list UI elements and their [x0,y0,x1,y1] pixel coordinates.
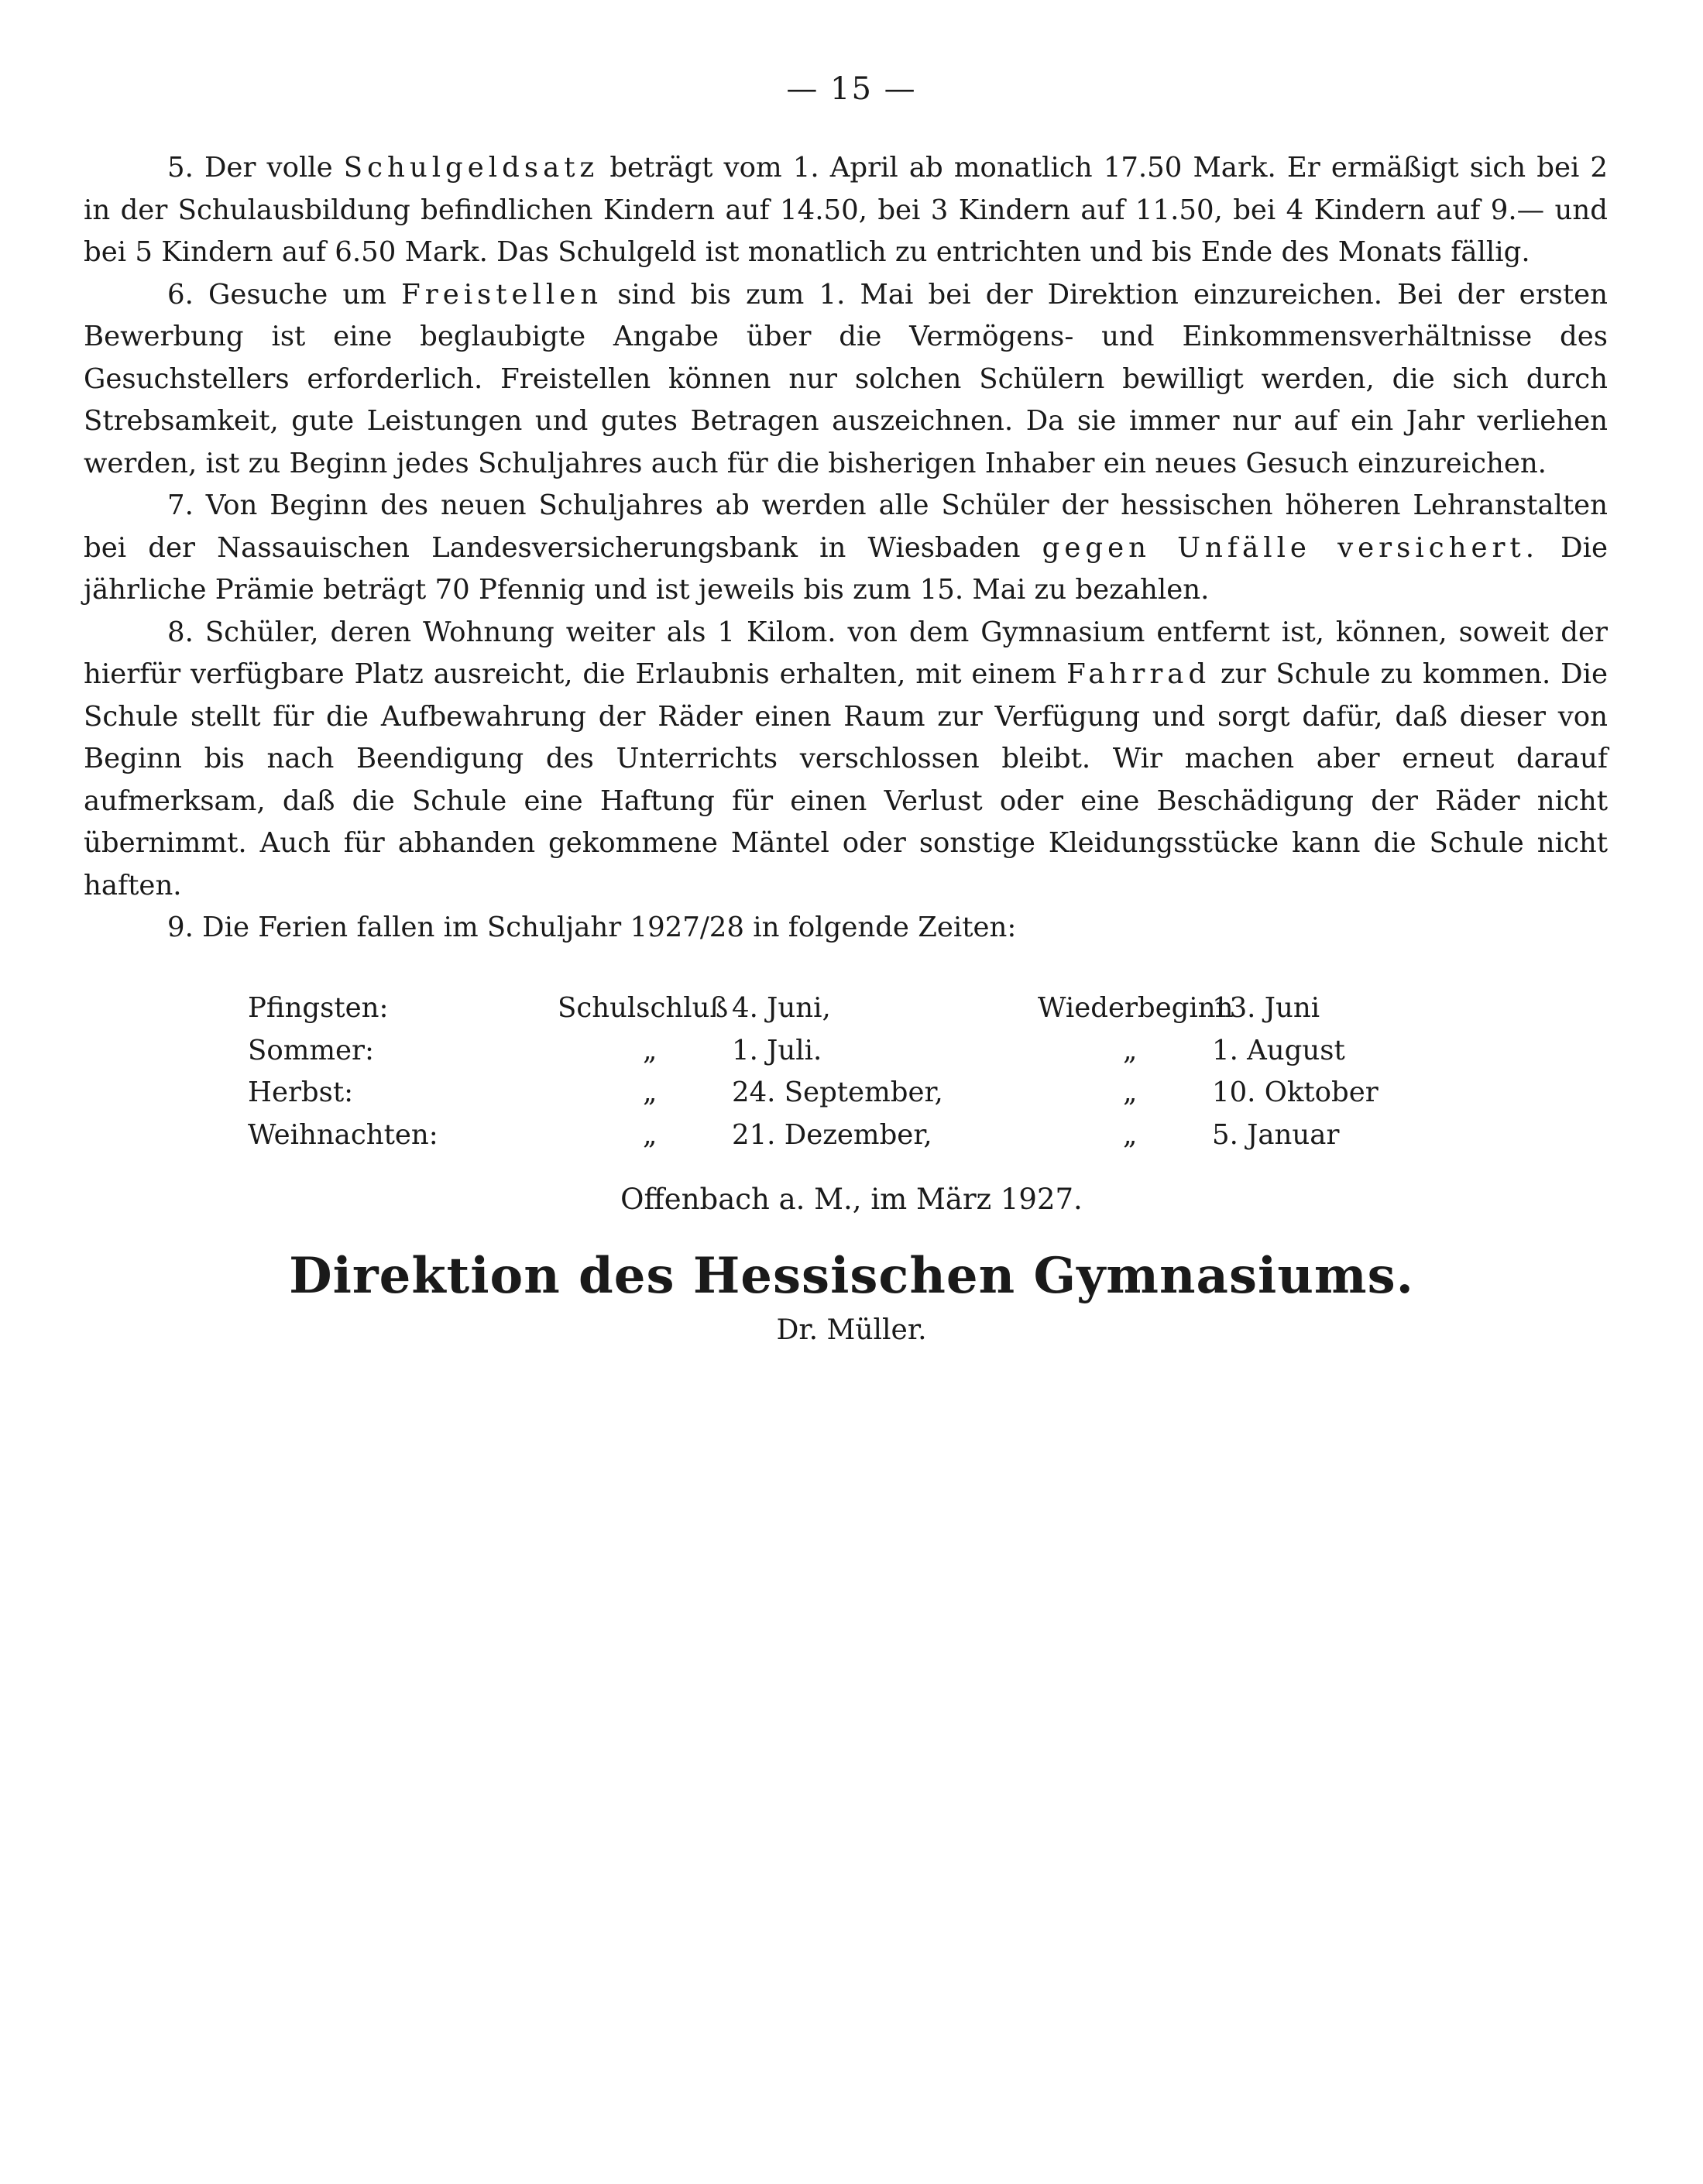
paragraph-7-insurance [84,485,1608,612]
holiday-start-label: „ [1123,1034,1138,1066]
paragraph-5-text-1: 5. Der volle [167,152,344,184]
paragraph-8-emphasis: Fahrrad [1066,658,1211,690]
paragraph-9-text: 9. Die Ferien fallen im Schuljahr 1927/28 in folgende Zeiten: [167,912,1017,943]
holiday-end-label: „ [643,1118,658,1151]
holiday-end-date: 4. Juni, [732,992,831,1024]
holiday-table [248,987,1456,1156]
holiday-name: Sommer: [248,1034,374,1066]
paragraph-9-holidays [84,907,1608,949]
paragraph-6-emphasis: Freistellen [401,278,603,311]
holiday-name: Pfingsten: [248,992,389,1024]
holiday-start-date: 13. Juni [1212,992,1320,1024]
paragraph-7-text-1: 7. Von Beginn des neuen Schuljahres ab werden alle Schüler der hessischen höheren Lehranstalten bei der Nassauischen Landesversicherungsbank in Wiesbaden [84,489,1608,564]
holiday-end-label: „ [643,1034,658,1066]
issuing-authority: Direktion des Hessischen Gymnasiums. [289,1247,1414,1305]
holiday-start-date: 10. Oktober [1212,1077,1379,1108]
holiday-row-sommer [248,1030,1456,1073]
holiday-end-label: „ [643,1077,658,1108]
holiday-row-pfingsten [248,987,1456,1030]
holiday-name: Herbst: [248,1077,354,1108]
paragraph-5-text-2: beträgt vom 1. April ab monatlich 17.50 Mark. Er ermäßigt sich bei 2 in der Schulausbildung befindlichen Kindern auf 14.50, bei 3 Kindern auf 11.50, bei 4 Kindern auf 9.— und bei 5 Kindern auf 6.50 Mark. Das Schulgeld ist monatlich zu entrichten und bis Ende des Monats fällig. [84,152,1608,268]
holiday-start-date: 5. Januar [1212,1118,1340,1151]
holiday-end-date: 24. September, [732,1077,943,1108]
paragraph-6-free-places [84,274,1608,486]
holiday-name: Weihnachten: [248,1118,438,1151]
paragraph-5-emphasis: Schulgeldsatz [343,152,599,184]
paragraph-7-emphasis: gegen Unfälle versichert. [1042,531,1539,564]
paragraph-8-bicycles [84,612,1608,908]
holiday-start-label: „ [1123,1077,1138,1108]
signatory: Dr. Müller. [776,1314,927,1346]
holiday-row-herbst [248,1072,1456,1114]
holiday-row-weihnachten [248,1114,1456,1157]
paragraph-5-tuition [84,147,1608,274]
paragraph-8-text-1: 8. Schüler, deren Wohnung weiter als 1 Kilom. von dem Gymnasium entfernt ist, können, soweit der hierfür verfügbare Platz ausreicht, die Erlaubnis erhalten, mit einem [84,616,1608,690]
paragraph-7-text-2: Die jährliche Prämie beträgt 70 Pfennig und ist jeweils bis zum 15. Mai zu bezahlen. [84,531,1608,606]
paragraph-6-text-2: sind bis zum 1. Mai bei der Direktion einzureichen. Bei der ersten Bewerbung ist eine beglaubigte Angabe über die Vermögens- und Einkommensverhältnisse des Gesuchstellers erforderlich. Freistellen können nur solchen Schülern bewilligt werden, die sich durch Strebsamkeit, gute Leistungen und gutes Betragen auszeichnen. Da sie immer nur auf ein Jahr verliehen werden, ist zu Beginn jedes Schuljahres auch für die bisherigen Inhaber ein neues Gesuch einzureichen. [84,278,1608,479]
holiday-end-label: Schulschluß [558,992,729,1024]
page-number: — 15 — [786,71,917,107]
holiday-end-date: 1. Juli. [732,1034,822,1066]
holiday-start-label: Wiederbeginn [1038,992,1234,1024]
holiday-start-label: „ [1123,1118,1138,1151]
body-text [84,147,1608,949]
holiday-end-date: 21. Dezember, [732,1118,932,1151]
paragraph-8-text-2: zur Schule zu kommen. Die Schule stellt für die Aufbewahrung der Räder einen Raum zur Verfügung und sorgt dafür, daß dieser von Beginn bis nach Beendigung des Unterrichts verschlossen bleibt. Wir machen aber erneut darauf aufmerksam, daß die Schule eine Haftung für einen Verlust oder eine Beschädigung der Räder nicht übernimmt. Auch für abhanden gekommene Mäntel oder sonstige Kleidungsstücke kann die Schule nicht haften. [84,658,1608,901]
place-date-line: Offenbach a. M., im März 1927. [620,1183,1083,1216]
paragraph-6-text-1: 6. Gesuche um [167,278,402,311]
holiday-start-date: 1. August [1212,1034,1345,1066]
